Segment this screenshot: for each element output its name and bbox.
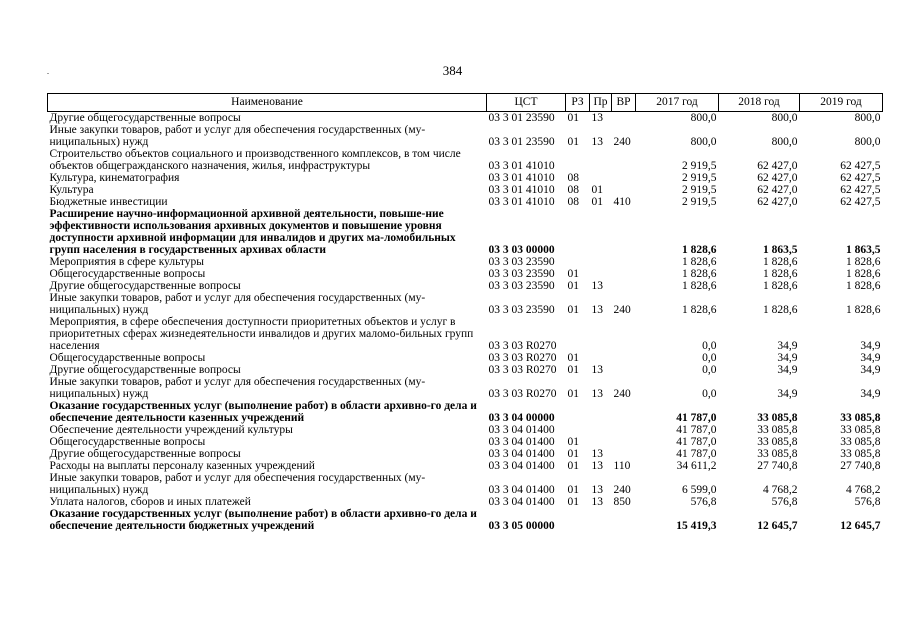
row-2019: 62 427,5 — [840, 160, 881, 172]
row-cst: 03 3 01 23590 — [488, 112, 555, 124]
table-body — [48, 112, 883, 533]
row-vr: 240 — [613, 136, 631, 148]
row-cst: 03 3 01 41010 — [488, 172, 555, 184]
row-rz: 01 — [567, 268, 579, 280]
row-2019: 576,8 — [854, 496, 881, 508]
row-name: Иные закупки товаров, работ и услуг для обеспечения государственных (му-ниципальных) нужд — [49, 472, 426, 496]
row-pr: 13 — [591, 460, 603, 472]
page-number: 384 — [442, 63, 463, 78]
row-2019: 27 740,8 — [840, 460, 881, 472]
row-2019: 34,9 — [860, 364, 881, 376]
row-2019: 4 768,2 — [846, 484, 881, 496]
row-2019: 33 085,8 — [840, 424, 881, 436]
header-name: Наименование — [48, 94, 487, 112]
row-rz: 01 — [567, 436, 579, 448]
row-vr — [612, 148, 636, 172]
row-cst: 03 3 04 01400 — [488, 484, 555, 496]
row-2017: 1 828,6 — [682, 244, 717, 256]
row-name: Оказание государственных услуг (выполнение работ) в области архивно-го дела и обеспечение деятельности казенных учреждений — [49, 400, 477, 424]
table-row — [48, 496, 883, 508]
row-rz: 01 — [567, 496, 579, 508]
row-cst: 03 3 03 R0270 — [488, 352, 557, 364]
row-cst: 03 3 03 23590 — [488, 268, 555, 280]
table-row — [48, 148, 883, 172]
row-vr — [612, 208, 636, 256]
row-name: Другие общегосударственные вопросы — [49, 280, 241, 292]
row-cst: 03 3 03 R0270 — [488, 364, 557, 376]
row-rz: 08 — [567, 184, 579, 196]
row-rz: 08 — [567, 172, 579, 184]
row-name: Обеспечение деятельности учреждений культуры — [49, 424, 293, 436]
row-2017: 2 919,5 — [682, 172, 717, 184]
row-2019: 62 427,5 — [840, 184, 881, 196]
table-row — [48, 124, 883, 148]
row-pr: 13 — [591, 136, 603, 148]
row-2018: 800,0 — [771, 112, 798, 124]
row-cst: 03 3 05 00000 — [488, 520, 555, 532]
row-pr — [590, 400, 612, 424]
table-row — [48, 208, 883, 256]
row-rz: 01 — [567, 304, 579, 316]
row-2019: 62 427,5 — [840, 172, 881, 184]
row-cst: 03 3 03 23590 — [488, 280, 555, 292]
row-name: Культура — [49, 184, 94, 196]
row-rz: 01 — [567, 280, 579, 292]
row-vr — [612, 316, 636, 352]
row-rz: 01 — [567, 388, 579, 400]
row-rz — [566, 400, 590, 424]
row-2017: 1 828,6 — [682, 304, 717, 316]
row-pr — [590, 268, 612, 280]
row-cst: 03 3 01 23590 — [488, 136, 555, 148]
row-2019: 1 828,6 — [846, 268, 881, 280]
row-2018: 4 768,2 — [763, 484, 798, 496]
table-header — [48, 94, 883, 112]
row-2019: 33 085,8 — [840, 436, 881, 448]
header-vr: ВР — [612, 94, 636, 112]
row-2019: 12 645,7 — [840, 520, 881, 532]
header-2017: 2017 год — [636, 94, 719, 112]
row-2019: 1 828,6 — [846, 304, 881, 316]
row-2018: 12 645,7 — [757, 520, 798, 532]
row-vr: 240 — [613, 388, 631, 400]
row-rz: 01 — [567, 352, 579, 364]
page-mark: . — [47, 67, 49, 76]
row-pr — [590, 208, 612, 256]
row-2017: 2 919,5 — [682, 184, 717, 196]
row-vr — [612, 424, 636, 436]
row-2019: 1 828,6 — [846, 256, 881, 268]
row-pr: 13 — [591, 364, 603, 376]
row-vr: 240 — [613, 484, 631, 496]
table-row — [48, 448, 883, 460]
row-name: Строительство объектов социального и производственного комплексов, в том числе объектов общегражданского назначения, жилья, инфраструктуры — [49, 148, 461, 172]
row-name: Мероприятия, в сфере обеспечения доступности приоритетных объектов и услуг в приоритетных сферах жизнедеятельности инвалидов и других маломо-бильных групп населения — [49, 316, 474, 352]
row-2018: 576,8 — [771, 496, 798, 508]
row-2018: 62 427,0 — [757, 160, 798, 172]
row-vr: 110 — [613, 460, 631, 472]
row-pr — [590, 148, 612, 172]
row-2017: 2 919,5 — [682, 160, 717, 172]
row-cst: 03 3 01 41010 — [488, 184, 555, 196]
row-cst: 03 3 01 41010 — [488, 160, 555, 172]
row-2018: 33 085,8 — [757, 448, 798, 460]
row-rz — [566, 508, 590, 532]
row-name: Другие общегосударственные вопросы — [49, 364, 241, 376]
table-row — [48, 472, 883, 496]
row-pr: 13 — [591, 112, 603, 124]
row-vr: 240 — [613, 304, 631, 316]
row-rz: 01 — [567, 136, 579, 148]
row-name: Иные закупки товаров, работ и услуг для обеспечения государственных (му-ниципальных) нужд — [49, 124, 426, 148]
table-row — [48, 508, 883, 532]
row-2017: 1 828,6 — [682, 268, 717, 280]
row-pr: 13 — [591, 388, 603, 400]
row-vr — [612, 448, 636, 460]
row-name: Расходы на выплаты персоналу казенных учреждений — [49, 460, 315, 472]
table-row — [48, 376, 883, 400]
row-2019: 62 427,5 — [840, 196, 881, 208]
row-rz — [566, 256, 590, 268]
row-pr: 13 — [591, 484, 603, 496]
header-2018: 2018 год — [719, 94, 800, 112]
row-name: Другие общегосударственные вопросы — [49, 112, 241, 124]
row-pr — [590, 256, 612, 268]
row-cst: 03 3 04 01400 — [488, 424, 555, 436]
row-pr — [590, 436, 612, 448]
row-2017: 2 919,5 — [682, 196, 717, 208]
table-row — [48, 400, 883, 424]
row-cst: 03 3 03 23590 — [488, 304, 555, 316]
table-row — [48, 292, 883, 316]
row-pr: 13 — [591, 304, 603, 316]
table-row — [48, 184, 883, 196]
row-cst: 03 3 04 01400 — [488, 496, 555, 508]
row-2018: 62 427,0 — [757, 172, 798, 184]
row-vr: 850 — [613, 496, 631, 508]
row-rz: 08 — [567, 196, 579, 208]
table-row — [48, 268, 883, 280]
row-2017: 41 787,0 — [676, 412, 717, 424]
table-row — [48, 196, 883, 208]
row-rz — [566, 424, 590, 436]
row-name: Уплата налогов, сборов и иных платежей — [49, 496, 251, 508]
table-row — [48, 172, 883, 184]
row-2018: 33 085,8 — [757, 412, 798, 424]
row-2017: 0,0 — [702, 340, 717, 352]
row-pr: 13 — [591, 496, 603, 508]
row-2017: 0,0 — [702, 388, 717, 400]
row-2018: 1 828,6 — [763, 256, 798, 268]
row-rz: 01 — [567, 364, 579, 376]
row-2018: 34,9 — [777, 364, 798, 376]
row-name: Иные закупки товаров, работ и услуг для обеспечения государственных (му-ниципальных) нужд — [49, 376, 426, 400]
table-row — [48, 316, 883, 352]
table-row — [48, 256, 883, 268]
table-row — [48, 424, 883, 436]
row-name: Другие общегосударственные вопросы — [49, 448, 241, 460]
row-rz: 01 — [567, 448, 579, 460]
row-rz — [566, 208, 590, 256]
table-row — [48, 364, 883, 376]
row-name: Общегосударственные вопросы — [49, 436, 206, 448]
row-pr — [590, 508, 612, 532]
row-pr — [590, 352, 612, 364]
row-pr — [590, 316, 612, 352]
header-2019: 2019 год — [800, 94, 883, 112]
row-vr — [612, 184, 636, 196]
row-name: Общегосударственные вопросы — [49, 352, 206, 364]
row-vr — [612, 280, 636, 292]
row-2018: 34,9 — [777, 340, 798, 352]
row-2018: 34,9 — [777, 388, 798, 400]
row-2019: 1 828,6 — [846, 280, 881, 292]
row-2018: 27 740,8 — [757, 460, 798, 472]
row-2019: 34,9 — [860, 340, 881, 352]
row-2018: 33 085,8 — [757, 424, 798, 436]
row-2017: 0,0 — [702, 364, 717, 376]
row-2018: 33 085,8 — [757, 436, 798, 448]
row-2017: 6 599,0 — [682, 484, 717, 496]
row-rz: 01 — [567, 484, 579, 496]
row-2019: 34,9 — [860, 352, 881, 364]
row-rz: 01 — [567, 112, 579, 124]
row-name: Общегосударственные вопросы — [49, 268, 206, 280]
row-2018: 62 427,0 — [757, 184, 798, 196]
row-2018: 62 427,0 — [757, 196, 798, 208]
row-2017: 1 828,6 — [682, 256, 717, 268]
row-2018: 1 828,6 — [763, 268, 798, 280]
row-pr: 13 — [591, 280, 603, 292]
row-rz — [566, 316, 590, 352]
row-cst: 03 3 03 R0270 — [488, 388, 557, 400]
row-vr — [612, 352, 636, 364]
row-vr — [612, 400, 636, 424]
row-name: Мероприятия в сфере культуры — [49, 256, 205, 268]
row-cst: 03 3 04 01400 — [488, 448, 555, 460]
row-pr: 01 — [591, 196, 603, 208]
row-name: Культура, кинематография — [49, 172, 180, 184]
row-name: Бюджетные инвестиции — [49, 196, 168, 208]
row-2017: 34 611,2 — [676, 460, 717, 472]
row-2018: 1 863,5 — [763, 244, 798, 256]
row-pr — [590, 424, 612, 436]
row-vr — [612, 112, 636, 125]
row-pr: 13 — [591, 448, 603, 460]
row-2017: 41 787,0 — [676, 448, 717, 460]
row-2019: 33 085,8 — [840, 412, 881, 424]
budget-table — [47, 93, 883, 532]
header-cst: ЦСТ — [487, 94, 566, 112]
table-row — [48, 280, 883, 292]
row-vr — [612, 436, 636, 448]
row-2017: 41 787,0 — [676, 436, 717, 448]
row-vr — [612, 268, 636, 280]
row-2017: 41 787,0 — [676, 424, 717, 436]
header-rz: РЗ — [566, 94, 590, 112]
row-2019: 34,9 — [860, 388, 881, 400]
table-row — [48, 352, 883, 364]
row-name: Расширение научно-информационной архивной деятельности, повыше-ние эффективности использования архивных документов и повышение уровня доступности архивной информации для инвалидов и других ма-ломобильных групп населения в государственных архивах области — [49, 208, 456, 256]
row-2018: 1 828,6 — [763, 304, 798, 316]
table-row — [48, 460, 883, 472]
row-cst: 03 3 04 00000 — [488, 412, 555, 424]
row-2018: 1 828,6 — [763, 280, 798, 292]
row-2018: 800,0 — [771, 136, 798, 148]
table-row — [48, 436, 883, 448]
row-2017: 576,8 — [690, 496, 717, 508]
row-2019: 800,0 — [854, 112, 881, 124]
row-2017: 15 419,3 — [676, 520, 717, 532]
row-vr — [612, 364, 636, 376]
table-row — [48, 112, 883, 125]
row-cst: 03 3 01 41010 — [488, 196, 555, 208]
row-name: Оказание государственных услуг (выполнение работ) в области архивно-го дела и обеспечение деятельности бюджетных учреждений — [49, 508, 477, 532]
row-2017: 1 828,6 — [682, 280, 717, 292]
row-2017: 0,0 — [702, 352, 717, 364]
row-cst: 03 3 03 R0270 — [488, 340, 557, 352]
row-cst: 03 3 04 01400 — [488, 436, 555, 448]
row-cst: 03 3 04 01400 — [488, 460, 555, 472]
row-rz — [566, 148, 590, 172]
row-2019: 33 085,8 — [840, 448, 881, 460]
row-vr: 410 — [613, 196, 631, 208]
row-vr — [612, 508, 636, 532]
row-pr — [590, 172, 612, 184]
row-cst: 03 3 03 00000 — [488, 244, 555, 256]
row-2019: 1 863,5 — [846, 244, 881, 256]
row-2017: 800,0 — [690, 136, 717, 148]
row-vr — [612, 256, 636, 268]
row-2017: 800,0 — [690, 112, 717, 124]
row-2019: 800,0 — [854, 136, 881, 148]
row-pr: 01 — [591, 184, 603, 196]
row-2018: 34,9 — [777, 352, 798, 364]
row-cst: 03 3 03 23590 — [488, 256, 555, 268]
header-pr: Пр — [590, 94, 612, 112]
row-vr — [612, 172, 636, 184]
row-name: Иные закупки товаров, работ и услуг для обеспечения государственных (му-ниципальных) нужд — [49, 292, 426, 316]
row-rz: 01 — [567, 460, 579, 472]
